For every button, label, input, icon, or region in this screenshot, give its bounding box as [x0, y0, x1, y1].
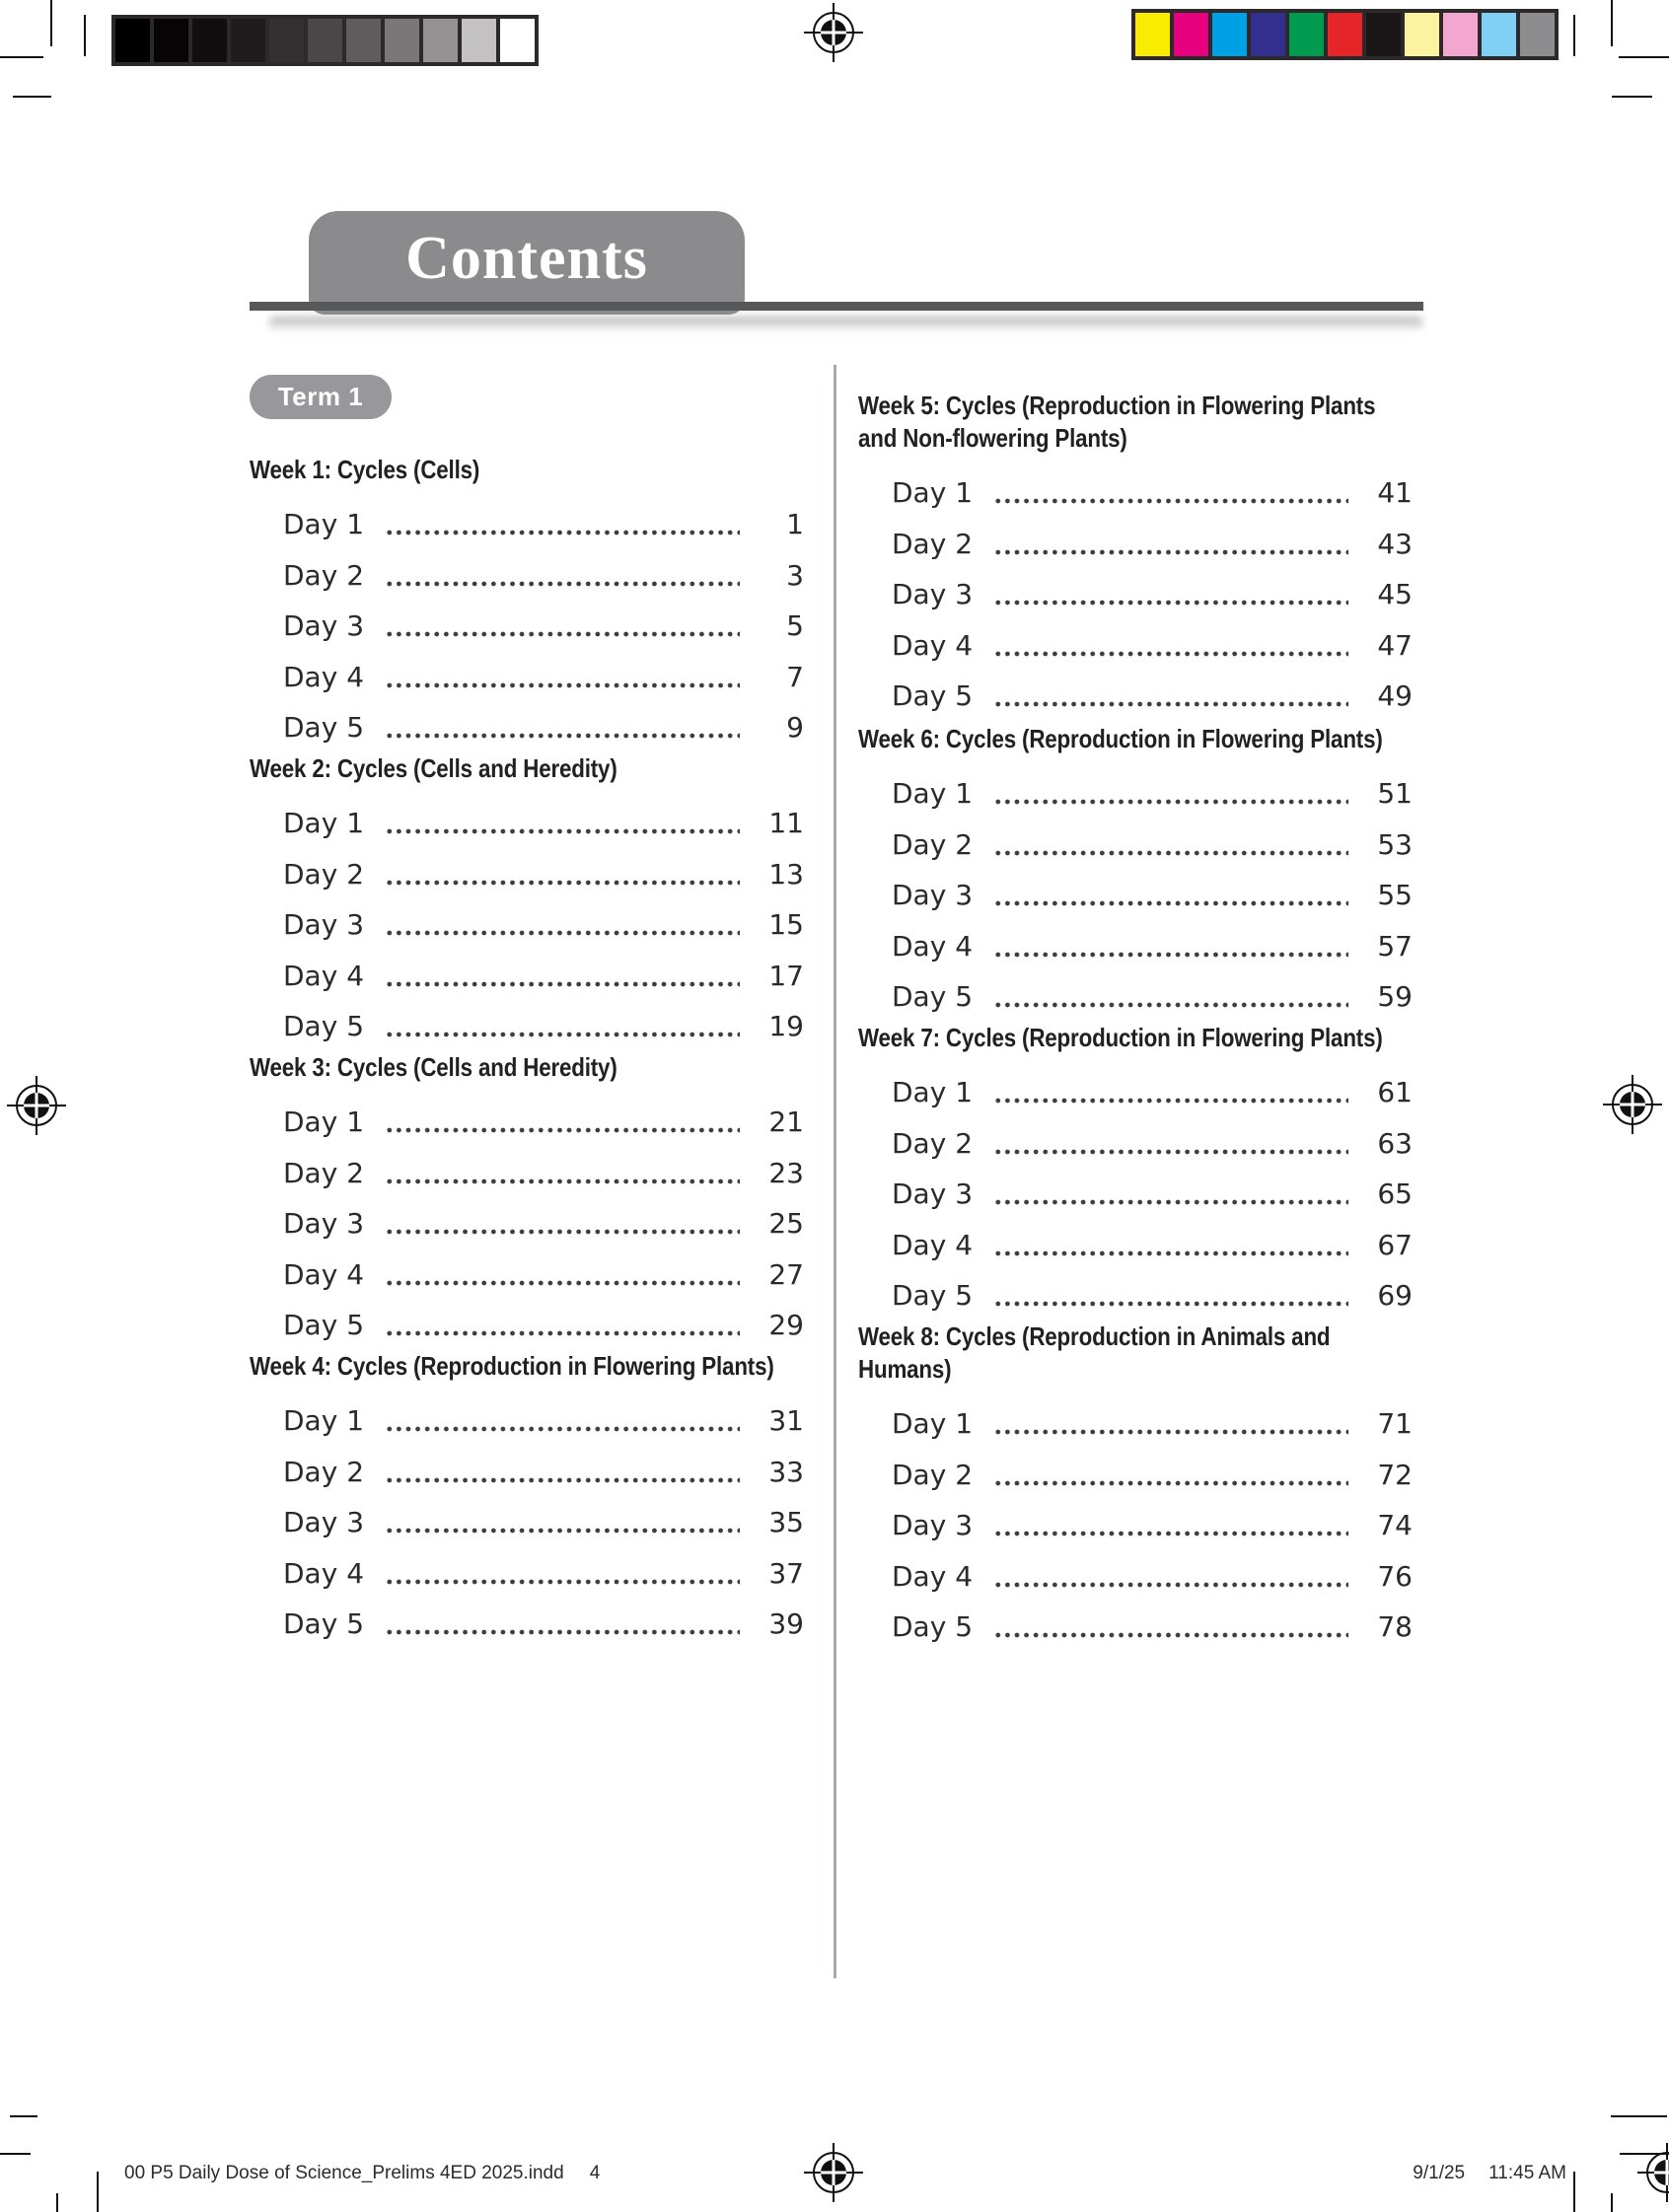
day-label: Day 5 [283, 711, 365, 744]
page-number: 65 [1377, 1177, 1413, 1210]
dotted-leader [993, 930, 1348, 963]
toc-row [250, 1157, 804, 1208]
toc-section-week-6 [858, 723, 1413, 1032]
color-swatch [462, 19, 496, 62]
title-shadow [268, 317, 1423, 331]
week-heading-line: Week 7: Cycles (Reproduction in Flowering Plants) [858, 1023, 1383, 1052]
dotted-leader [385, 508, 740, 541]
toc-row [250, 609, 804, 661]
toc-row [858, 1459, 1413, 1510]
day-label: Day 4 [892, 628, 974, 662]
color-swatch [1482, 13, 1516, 56]
footer-time: 11:45 AM [1488, 2163, 1566, 2183]
dotted-leader [385, 1010, 740, 1043]
day-label: Day 3 [283, 1506, 365, 1538]
page-number: 15 [768, 908, 804, 941]
color-swatch [115, 19, 150, 62]
toc-row [858, 528, 1413, 579]
week-heading-line: and Non-flowering Plants) [858, 423, 1127, 453]
page-number: 78 [1377, 1610, 1413, 1643]
toc-section-week-5 [858, 390, 1413, 731]
dotted-leader [385, 1207, 740, 1241]
dotted-leader [385, 1456, 740, 1489]
page-number: 27 [768, 1257, 804, 1291]
dotted-leader [385, 1506, 740, 1539]
color-swatch [1520, 13, 1555, 56]
toc-row [250, 1207, 804, 1258]
dotted-leader [385, 1607, 740, 1641]
dotted-leader [385, 858, 740, 892]
page-number: 3 [786, 558, 804, 592]
day-label: Day 1 [283, 1404, 365, 1437]
page-number: 29 [768, 1309, 804, 1341]
day-label: Day 3 [892, 879, 974, 911]
page-number: 47 [1377, 628, 1413, 662]
dotted-leader [993, 1127, 1348, 1161]
page-number: 13 [768, 857, 804, 891]
week-heading-line: Week 3: Cycles (Cells and Heredity) [250, 1052, 617, 1082]
day-label: Day 2 [283, 558, 365, 592]
color-swatch [385, 19, 419, 62]
footer-timestamp [1413, 2163, 1566, 2184]
term-badge-label: Term 1 [277, 382, 364, 411]
page-number: 31 [768, 1404, 804, 1437]
crop-mark [1612, 96, 1652, 98]
toc-section-week-3 [250, 1051, 804, 1360]
day-label: Day 3 [892, 1177, 974, 1210]
page-number: 74 [1377, 1509, 1413, 1541]
page-number: 1 [786, 508, 804, 540]
toc-row [250, 1607, 804, 1659]
registration-mark-icon [7, 1076, 66, 1135]
day-label: Day 3 [892, 578, 974, 610]
dotted-leader [385, 1557, 740, 1591]
page-number: 43 [1377, 527, 1413, 560]
day-label: Day 4 [892, 1559, 974, 1593]
dotted-leader [385, 609, 740, 643]
toc-section-week-2 [250, 752, 804, 1061]
day-label: Day 1 [283, 1106, 365, 1138]
toc-row [250, 661, 804, 712]
page-number: 33 [768, 1455, 804, 1488]
day-label: Day 4 [283, 959, 365, 992]
color-swatch [500, 19, 535, 62]
footer-filename: 00 P5 Daily Dose of Science_Prelims 4ED 2025.indd [124, 2163, 564, 2183]
day-label: Day 4 [892, 1228, 974, 1261]
color-swatch [308, 19, 342, 62]
color-swatch [231, 19, 265, 62]
day-label: Day 1 [283, 508, 365, 540]
toc-row [250, 1456, 804, 1507]
page-number: 17 [768, 959, 804, 992]
dotted-leader [385, 1309, 740, 1342]
footer-page-indicator: 4 [589, 2163, 601, 2183]
toc-row [250, 807, 804, 858]
toc-row [858, 828, 1413, 880]
color-swatch [269, 19, 304, 62]
toc-row [858, 777, 1413, 828]
contents-title-box [309, 211, 745, 315]
toc-row [250, 1506, 804, 1557]
day-label: Day 5 [892, 1279, 974, 1312]
page-number: 23 [768, 1156, 804, 1189]
day-label: Day 5 [892, 679, 974, 712]
toc-section-week-7 [858, 1022, 1413, 1330]
page-number: 45 [1377, 578, 1413, 610]
page-number: 53 [1377, 827, 1413, 861]
dotted-leader [993, 1610, 1348, 1644]
dotted-leader [993, 629, 1348, 663]
day-label: Day 1 [892, 777, 974, 810]
day-label: Day 5 [892, 980, 974, 1013]
dotted-leader [993, 1459, 1348, 1492]
day-label: Day 1 [892, 1407, 974, 1440]
day-label: Day 2 [892, 827, 974, 861]
day-label: Day 4 [892, 929, 974, 963]
week-heading [250, 752, 804, 785]
toc-row [858, 1560, 1413, 1611]
dotted-leader [385, 1258, 740, 1292]
day-label: Day 3 [283, 609, 365, 642]
toc-row [858, 1229, 1413, 1280]
crop-mark [1611, 0, 1613, 46]
registration-mark-icon [1637, 2143, 1669, 2202]
page-number: 69 [1377, 1279, 1413, 1312]
toc-row [858, 629, 1413, 680]
page-number: 61 [1377, 1076, 1413, 1108]
day-label: Day 1 [892, 476, 974, 509]
color-swatch [1135, 13, 1170, 56]
registration-mark-icon [804, 3, 863, 62]
page-number: 41 [1377, 476, 1413, 509]
crop-mark [1619, 56, 1669, 58]
week-heading-line: Week 4: Cycles (Reproduction in Flowering Plants) [250, 1351, 774, 1381]
color-swatch [1174, 13, 1208, 56]
toc-row [858, 1127, 1413, 1178]
dotted-leader [993, 528, 1348, 561]
footer-file-info [124, 2163, 600, 2184]
day-label: Day 2 [283, 1455, 365, 1488]
dotted-leader [385, 1404, 740, 1438]
day-label: Day 2 [283, 857, 365, 891]
week-heading-line: Week 1: Cycles (Cells) [250, 455, 480, 484]
page-number: 25 [768, 1207, 804, 1240]
day-label: Day 5 [283, 1309, 365, 1341]
page-number: 63 [1377, 1126, 1413, 1160]
dotted-leader [385, 559, 740, 593]
toc-row [858, 1610, 1413, 1662]
dotted-leader [993, 1560, 1348, 1594]
day-label: Day 5 [283, 1010, 365, 1042]
color-swatch [423, 19, 458, 62]
crop-mark [56, 2193, 58, 2212]
crop-mark [0, 2153, 31, 2155]
crop-mark [97, 2172, 99, 2212]
page-number: 9 [786, 711, 804, 744]
crop-mark [0, 56, 43, 58]
page-number: 39 [768, 1607, 804, 1640]
crop-mark [1611, 2115, 1667, 2117]
crop-mark [1573, 15, 1575, 56]
page-number: 55 [1377, 879, 1413, 911]
day-label: Day 1 [892, 1076, 974, 1108]
toc-row [858, 1407, 1413, 1459]
toc-row [250, 508, 804, 559]
crop-mark [84, 15, 86, 56]
day-label: Day 4 [283, 1556, 365, 1590]
dotted-leader [385, 661, 740, 694]
page-number: 5 [786, 609, 804, 642]
crop-mark [10, 2115, 37, 2117]
toc-row [250, 1258, 804, 1310]
page-number: 59 [1377, 980, 1413, 1013]
week-heading-line: Week 6: Cycles (Reproduction in Flowering Plants) [858, 724, 1383, 753]
day-label: Day 2 [892, 1458, 974, 1491]
day-label: Day 4 [283, 660, 365, 693]
color-swatch [154, 19, 188, 62]
toc-row [250, 960, 804, 1011]
page-number: 49 [1377, 679, 1413, 712]
page-number: 72 [1377, 1458, 1413, 1491]
page-number: 57 [1377, 929, 1413, 963]
page-number: 67 [1377, 1228, 1413, 1261]
dotted-leader [385, 908, 740, 942]
page-title: Contents [405, 225, 648, 292]
dotted-leader [993, 679, 1348, 713]
color-swatch [1366, 13, 1401, 56]
week-heading [858, 1022, 1413, 1054]
toc-section-week-1 [250, 454, 804, 762]
day-label: Day 2 [892, 527, 974, 560]
page-number: 37 [768, 1556, 804, 1590]
page-number: 51 [1377, 777, 1413, 810]
dotted-leader [385, 711, 740, 745]
day-label: Day 5 [283, 1607, 365, 1640]
week-heading [250, 1350, 804, 1383]
page-number: 19 [768, 1010, 804, 1042]
dotted-leader [993, 1177, 1348, 1211]
toc-row [250, 858, 804, 909]
color-swatch [192, 19, 227, 62]
week-heading-line: Week 5: Cycles (Reproduction in Flowering Plants [858, 391, 1376, 420]
page-number: 7 [786, 660, 804, 693]
page-number: 71 [1377, 1407, 1413, 1440]
page-number: 11 [768, 807, 804, 839]
dotted-leader [993, 1076, 1348, 1109]
week-heading-line: Week 8: Cycles (Reproduction in Animals and [858, 1321, 1331, 1351]
week-heading-line: Humans) [858, 1354, 952, 1384]
day-label: Day 3 [283, 1207, 365, 1240]
week-heading [250, 1051, 804, 1084]
dotted-leader [385, 1106, 740, 1139]
toc-row [858, 578, 1413, 629]
color-swatch [1251, 13, 1285, 56]
title-rule [250, 302, 1423, 311]
toc-row [858, 1509, 1413, 1560]
color-swatch [1289, 13, 1324, 56]
dotted-leader [993, 980, 1348, 1014]
toc-row [250, 1106, 804, 1157]
dotted-leader [993, 879, 1348, 912]
toc-row [858, 1177, 1413, 1229]
dotted-leader [993, 1509, 1348, 1542]
page-number: 76 [1377, 1559, 1413, 1593]
registration-mark-icon [804, 2143, 863, 2202]
week-heading-line: Week 2: Cycles (Cells and Heredity) [250, 753, 617, 783]
day-label: Day 2 [283, 1156, 365, 1189]
crop-mark [1611, 2193, 1613, 2212]
dotted-leader [993, 476, 1348, 510]
week-heading [858, 1320, 1413, 1386]
week-heading [250, 454, 804, 486]
toc-row [858, 930, 1413, 981]
term-badge [250, 375, 392, 419]
toc-row [250, 908, 804, 960]
week-heading [858, 390, 1413, 455]
registration-mark-icon [1603, 1075, 1662, 1134]
crop-mark [1573, 2172, 1575, 2212]
day-label: Day 4 [283, 1257, 365, 1291]
dotted-leader [385, 1157, 740, 1190]
crop-mark [13, 96, 51, 98]
dotted-leader [993, 1229, 1348, 1262]
color-calibration-bar [1131, 9, 1559, 60]
color-swatch [1328, 13, 1362, 56]
day-label: Day 3 [892, 1509, 974, 1541]
dotted-leader [993, 1407, 1348, 1441]
dotted-leader [993, 578, 1348, 611]
color-swatch [1443, 13, 1478, 56]
color-swatch [1212, 13, 1247, 56]
dotted-leader [385, 960, 740, 993]
grayscale-calibration-bar [111, 15, 539, 66]
page-number: 35 [768, 1506, 804, 1538]
toc-row [858, 476, 1413, 528]
dotted-leader [993, 828, 1348, 862]
dotted-leader [993, 1279, 1348, 1313]
day-label: Day 3 [283, 908, 365, 941]
toc-row [858, 879, 1413, 930]
crop-mark [50, 0, 52, 46]
page-number: 21 [768, 1106, 804, 1138]
footer-date: 9/1/25 [1413, 2163, 1466, 2183]
toc-row [250, 559, 804, 610]
color-swatch [346, 19, 381, 62]
dotted-leader [993, 777, 1348, 811]
toc-row [250, 1557, 804, 1608]
toc-section-week-8 [858, 1320, 1413, 1662]
column-divider [834, 365, 836, 1978]
day-label: Day 1 [283, 807, 365, 839]
day-label: Day 2 [892, 1126, 974, 1160]
toc-row [250, 1404, 804, 1456]
week-heading [858, 723, 1413, 755]
toc-row [858, 1076, 1413, 1127]
color-swatch [1405, 13, 1439, 56]
toc-section-week-4 [250, 1350, 804, 1659]
day-label: Day 5 [892, 1610, 974, 1643]
dotted-leader [385, 807, 740, 840]
